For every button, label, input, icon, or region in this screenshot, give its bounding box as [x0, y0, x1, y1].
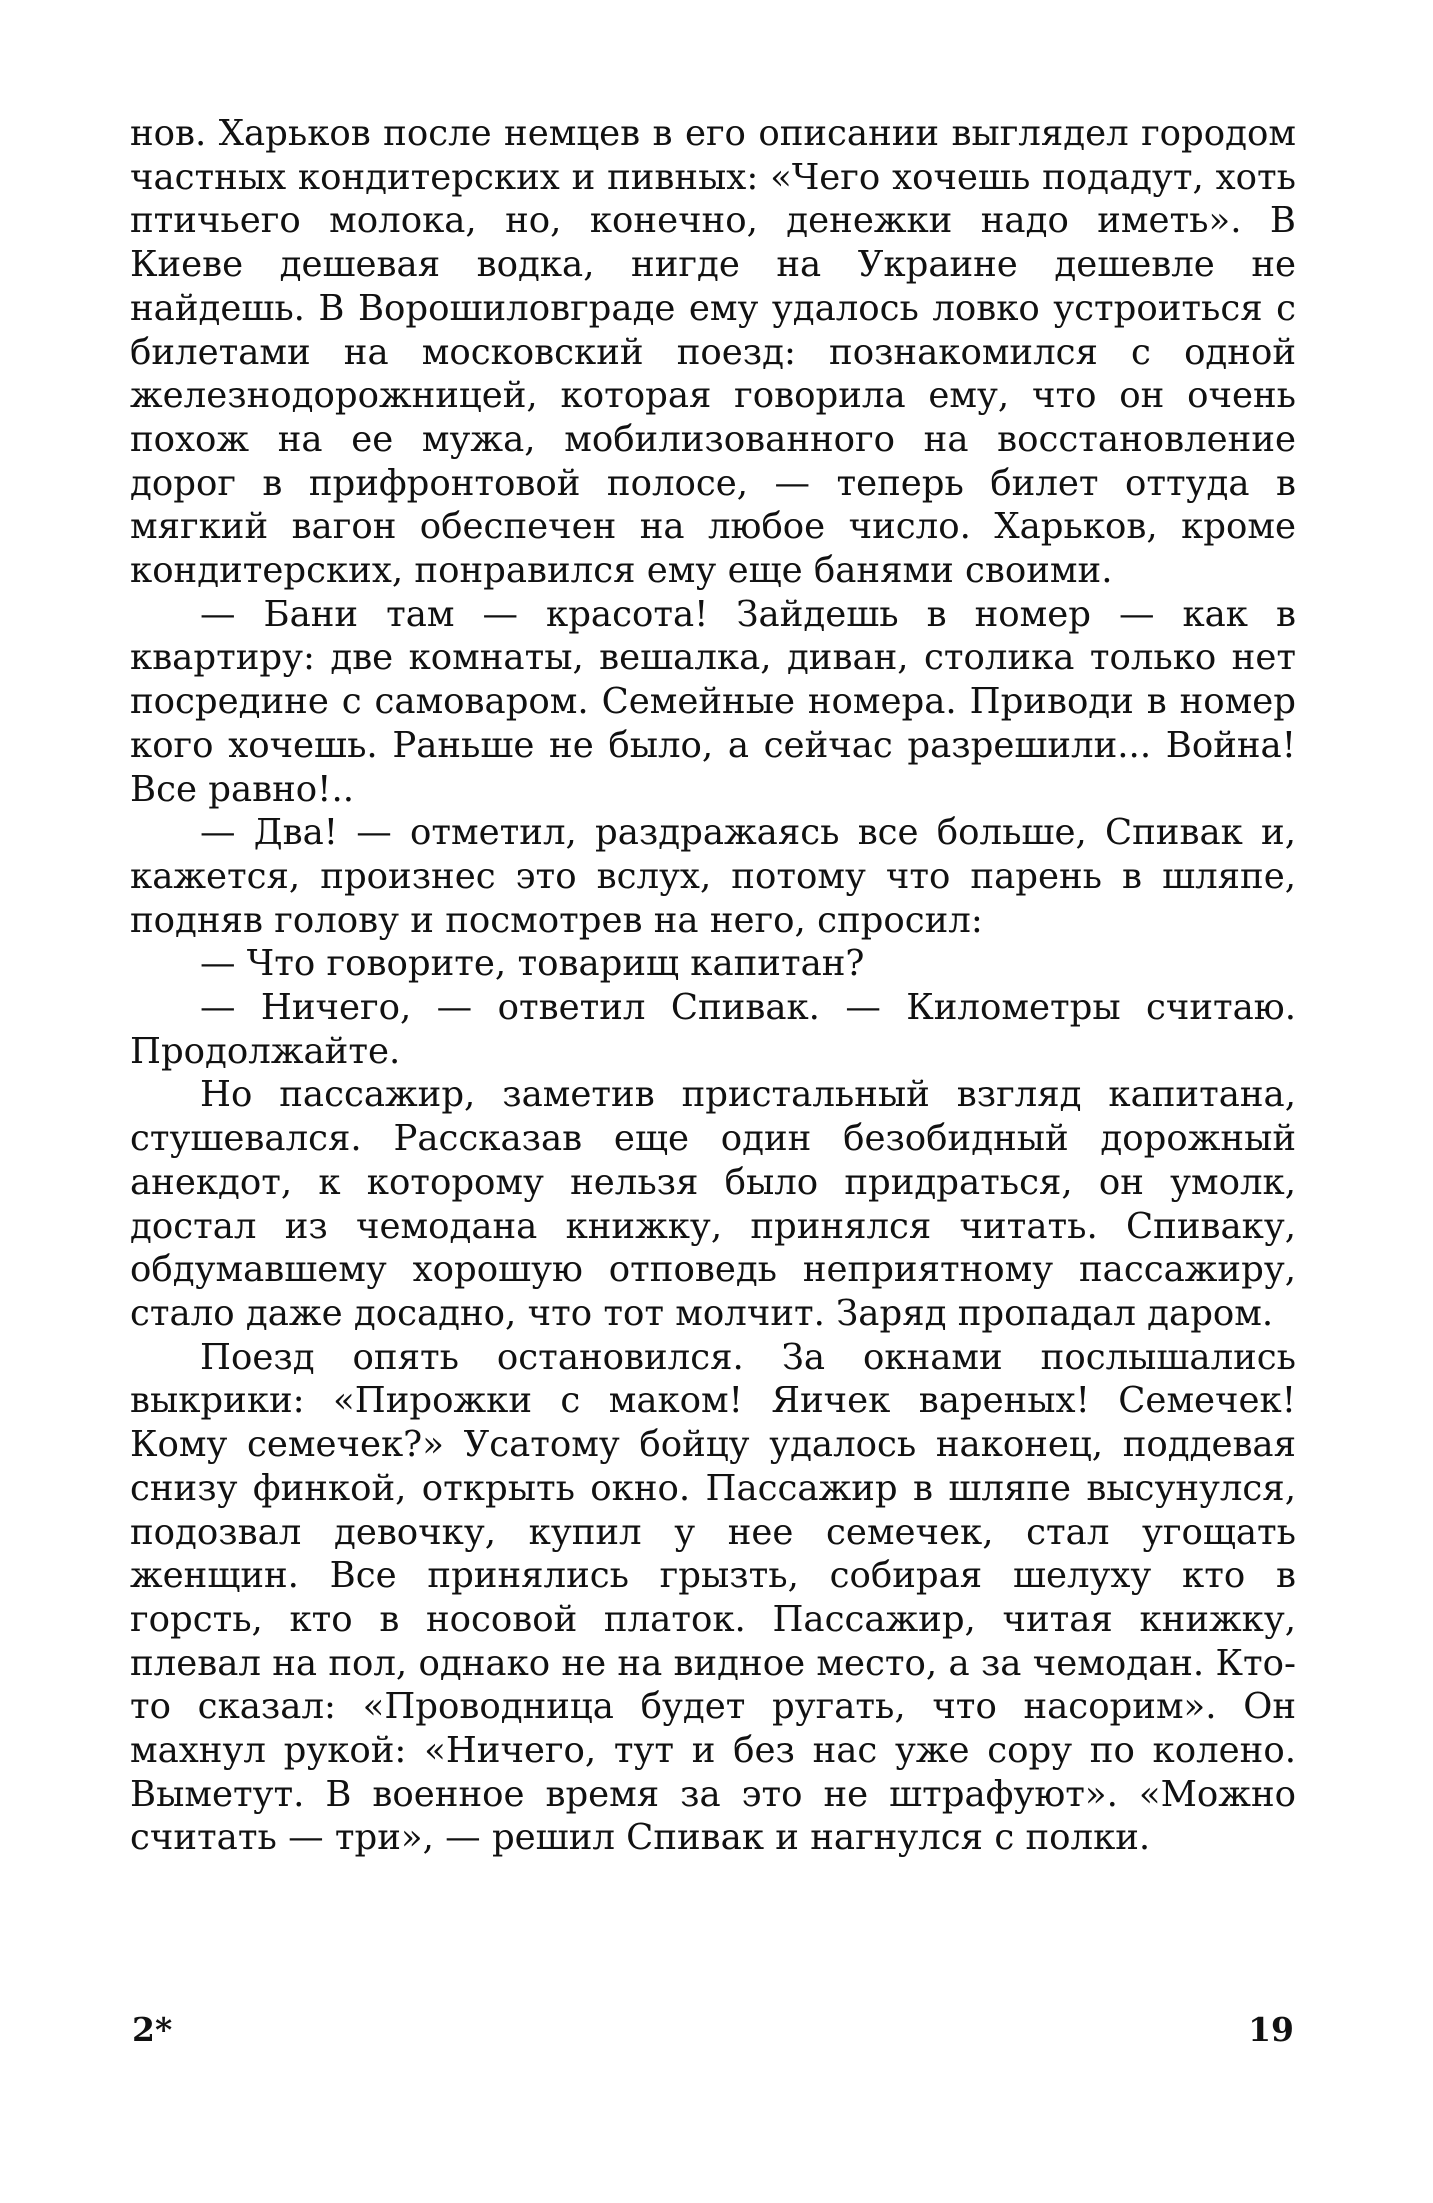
page-number: 19 — [1248, 2010, 1294, 2049]
paragraph-6: Но пассажир, заметив пристальный взгляд капитана, стушевался. Рассказав еще один безобидный дорожный анекдот, к которому нельзя было придраться, он умолк, достал из чемодана книжку, принялся читать. Спиваку, обдумавшему хорошую отповедь неприятному пассажиру, стало даже досадно, что тот молчит. Заряд пропадал даром. — [130, 1074, 1296, 1334]
paragraph-4: — Что говорите, товарищ капитан? — [200, 943, 865, 985]
paragraph-7: Поезд опять остановился. За окнами послышались выкрики: «Пирожки с маком! Яичек вареных! Семечек! Кому семечек?» Усатому бойцу удалось наконец, поддевая снизу финкой, открыть окно. Пассажир в шляпе высунулся, подозвал девочку, купил у нее семечек, стал угощать женщин. Все принялись грызть, собирая шелуху кто в горсть, кто в носовой платок. Пассажир, читая книжку, плевал на пол, однако не на видное место, а за чемодан. Кто-то сказал: «Проводница будет ругать, что насорим». Он махнул рукой: «Ничего, тут и без нас уже сору по колено. Выметут. В военное время за это не штрафуют». «Можно считать — три», — решил Спивак и нагнулся с полки. — [130, 1336, 1296, 1859]
body-text — [130, 112, 1296, 1860]
paragraph-2: — Бани там — красота! Зайдешь в номер — как в квартиру: две комнаты, вешалка, диван, столика только нет посредине с самоваром. Семейные номера. Приводи в номер кого хочешь. Раньше не было, а сейчас разрешили... Война! Все равно!.. — [130, 593, 1296, 810]
paragraph-1: нов. Харьков после немцев в его описании выглядел городом частных кондитерских и пивных: «Чего хочешь подадут, хоть птичьего молока, но, конечно, денежки надо иметь». В Киеве дешевая водка, нигде на Украине дешевле не найдешь. В Ворошиловграде ему удалось ловко устроиться с билетами на московский поезд: познакомился с одной железнодорожницей, которая говорила ему, что он очень похож на ее мужа, мобилизованного на восстановление дорог в прифронтовой полосе, — теперь билет оттуда в мягкий вагон обеспечен на любое число. Харьков, кроме кондитерских, понравился ему еще банями своими. — [130, 113, 1296, 592]
book-page — [130, 112, 1296, 2102]
signature-mark: 2* — [132, 2010, 173, 2049]
page-footer — [130, 2010, 1296, 2060]
paragraph-5: — Ничего, — ответил Спивак. — Километры считаю. Продолжайте. — [130, 987, 1296, 1072]
paragraph-3: — Два! — отметил, раздражаясь все больше, Спивак и, кажется, произнес это вслух, потому что парень в шляпе, подняв голову и посмотрев на него, спросил: — [130, 812, 1296, 941]
